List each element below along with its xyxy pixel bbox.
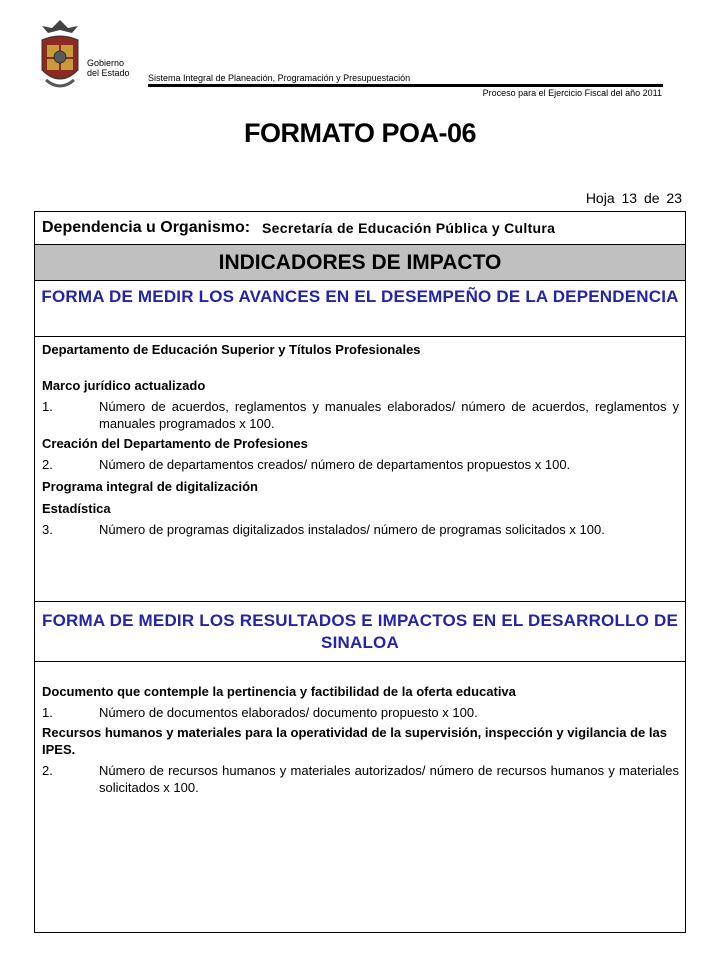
section2-subheading-1: Documento que contemple la pertinencia y factibilidad de la oferta educativa — [42, 684, 516, 699]
list-item — [42, 521, 679, 538]
list-item-text: Número de documentos elaborados/ documento propuesto x 100. — [99, 705, 478, 720]
department-name: Departamento de Educación Superior y Títulos Profesionales — [42, 342, 421, 357]
section2-body — [35, 662, 685, 796]
form-frame — [34, 211, 686, 933]
state-seal-logo — [36, 18, 84, 96]
dependency-value: Secretaría de Educación Pública y Cultura — [262, 220, 556, 236]
list-item-number: 2. — [42, 457, 53, 472]
section2-subheading-2: Recursos humanos y materiales para la operatividad de la supervisión, inspección y vigilancia de las IPES. — [42, 725, 667, 757]
list-item — [42, 456, 679, 473]
list-item — [42, 704, 679, 721]
list-item-text: Número de recursos humanos y materiales autorizados/ número de recursos humanos y materiales solicitados x 100. — [99, 763, 679, 795]
list-item — [42, 398, 679, 432]
list-item-number: 1. — [42, 705, 53, 720]
section1-subheading-3: Programa integral de digitalización — [42, 479, 258, 494]
list-item-number: 3. — [42, 522, 53, 537]
system-name: Sistema Integral de Planeación, Programación y Presupuestación — [148, 73, 411, 83]
government-label-line1: Gobierno — [87, 58, 125, 68]
page-header — [0, 0, 720, 110]
fiscal-process: Proceso para el Ejercicio Fiscal del año 2011 — [482, 88, 662, 98]
government-label — [87, 58, 130, 78]
section1-subheading-2: Creación del Departamento de Profesiones — [42, 436, 308, 451]
sheet-number: Hoja 13 de 23 — [585, 190, 682, 206]
section2-heading: FORMA DE MEDIR LOS RESULTADOS E IMPACTOS EN EL DESARROLLO DE SINALOA — [35, 602, 685, 662]
dependency-label: Dependencia u Organismo: — [42, 219, 251, 236]
list-item — [42, 762, 679, 796]
list-item-text: Número de acuerdos, reglamentos y manuales elaborados/ número de acuerdos, reglamentos y manuales programados x 100. — [99, 399, 679, 431]
page-title: FORMATO POA-06 — [243, 118, 477, 148]
government-label-line2: del Estado — [87, 68, 130, 78]
header-rule — [148, 84, 663, 87]
section1-body — [35, 337, 685, 602]
section1-heading: FORMA DE MEDIR LOS AVANCES EN EL DESEMPEÑO DE LA DEPENDENCIA — [35, 281, 685, 337]
section-band: INDICADORES DE IMPACTO — [35, 245, 685, 281]
list-item-text: Número de departamentos creados/ número de departamentos propuestos x 100. — [99, 457, 571, 472]
section1-subheading-4: Estadística — [42, 501, 111, 516]
list-item-text: Número de programas digitalizados instalados/ número de programas solicitados x 100. — [99, 522, 605, 537]
list-item-number: 2. — [42, 763, 53, 778]
section1-subheading-1: Marco jurídico actualizado — [42, 378, 206, 393]
list-item-number: 1. — [42, 399, 53, 414]
dependency-row — [35, 212, 685, 245]
